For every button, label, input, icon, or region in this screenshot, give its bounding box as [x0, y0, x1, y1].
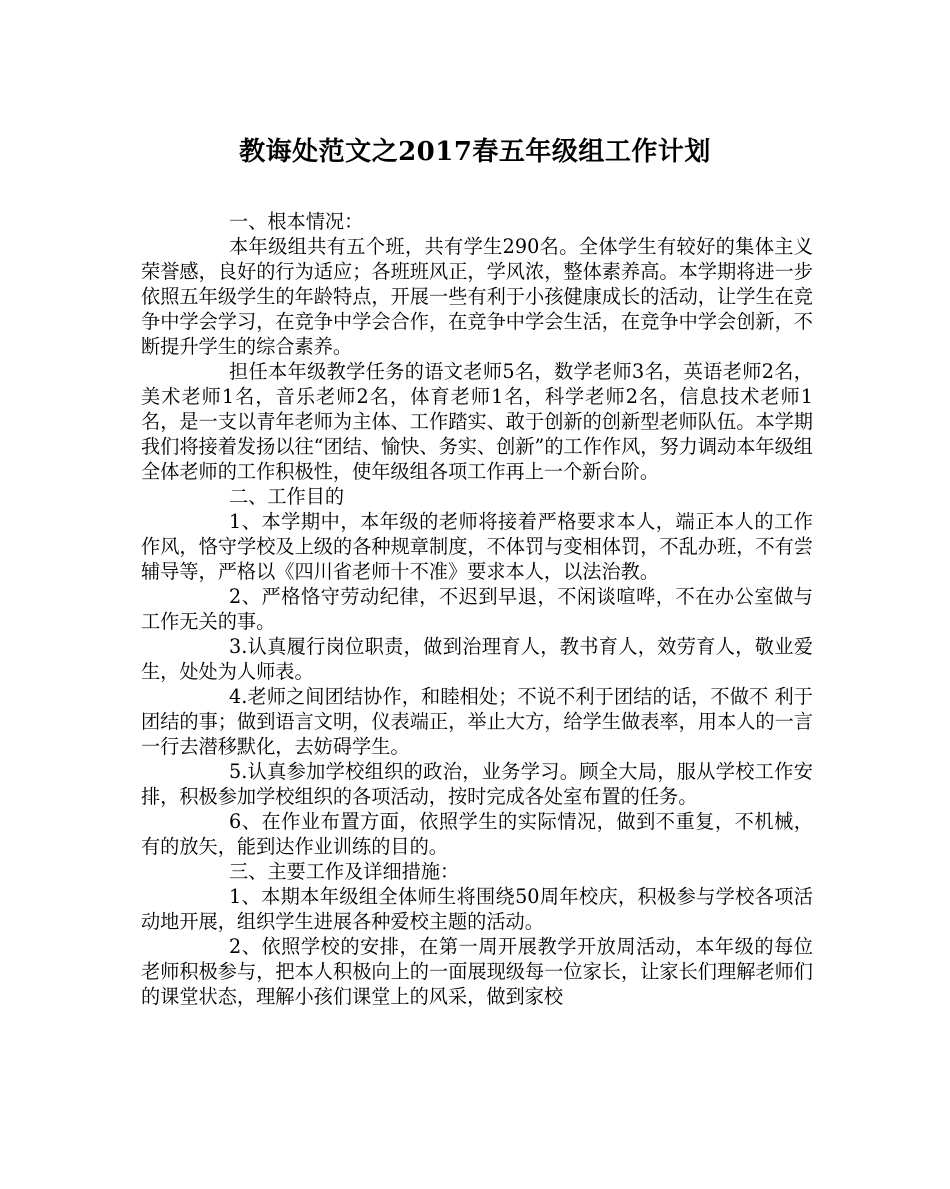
paragraph: 3.认真履行岗位职责，做到治理育人，教书育人，效劳育人，敬业爱生，处处为人师表。 [141, 635, 813, 683]
document-title: 教诲处范文之2017春五年级组工作计划 [239, 137, 711, 167]
paragraph: 2、依照学校的安排，在第一周开展教学开放周活动，本年级的每位老师积极参与，把本人积极向上的一面展现级每一位家长，让家长们理解老师们的课堂状态，理解小孩们课堂上的风采，做到家校 [141, 935, 813, 1008]
paragraph: 2、严格恪守劳动纪律，不迟到早退，不闲谈喧哗，不在办公室做与工作无关的事。 [141, 585, 813, 633]
section-heading: 一、根本情况： [229, 210, 364, 233]
paragraph: 1、本学期中，本年级的老师将接着严格要求本人，端正本人的工作作风，恪守学校及上级的各种规章制度，不体罚与变相体罚，不乱办班，不有尝辅导等，严格以《四川省老师十不准》要求本人，以法治教。 [141, 510, 813, 583]
paragraph: 5.认真参加学校组织的政治，业务学习。顾全大局，服从学校工作安排，积极参加学校组织的各项活动，按时完成各处室布置的任务。 [141, 760, 813, 808]
paragraph: 4.老师之间团结协作，和睦相处；不说不利于团结的话，不做不 利于团结的事；做到语言文明，仪表端正，举止大方，给学生做表率，用本人的一言一行去潜移默化，去妨碍学生。 [141, 685, 813, 758]
section-heading: 二、工作目的 [229, 485, 345, 508]
paragraph: 6、在作业布置方面，依照学生的实际情况，做到不重复，不机械，有的放矢，能到达作业训练的目的。 [141, 810, 813, 858]
paragraph: 本年级组共有五个班，共有学生290名。全体学生有较好的集体主义荣誉感，良好的行为适应；各班班风正，学风浓，整体素养高。本学期将进一步依照五年级学生的年龄特点，开展一些有利于小孩健康成长的活动，让学生在竞争中学会学习，在竞争中学会合作，在竞争中学会生活，在竞争中学会创新，不断提升学生的综合素养。 [141, 235, 813, 358]
paragraph: 担任本年级教学任务的语文老师5名，数学老师3名，英语老师2名，美术老师1名，音乐老师2名，体育老师1名，科学老师2名，信息技术老师1名，是一支以青年老师为主体、工作踏实、敢于创新的创新型老师队伍。本学期我们将接着发扬以往“团结、愉快、务实、创新”的工作作风，努力调动本年级组全体老师的工作积极性，使年级组各项工作再上一个新台阶。 [141, 360, 813, 483]
paragraph: 1、本期本年级组全体师生将围绕50周年校庆，积极参与学校各项活动地开展，组织学生进展各种爱校主题的活动。 [141, 885, 813, 933]
document-body [141, 209, 813, 1009]
section-heading: 三、主要工作及详细措施： [229, 860, 460, 883]
